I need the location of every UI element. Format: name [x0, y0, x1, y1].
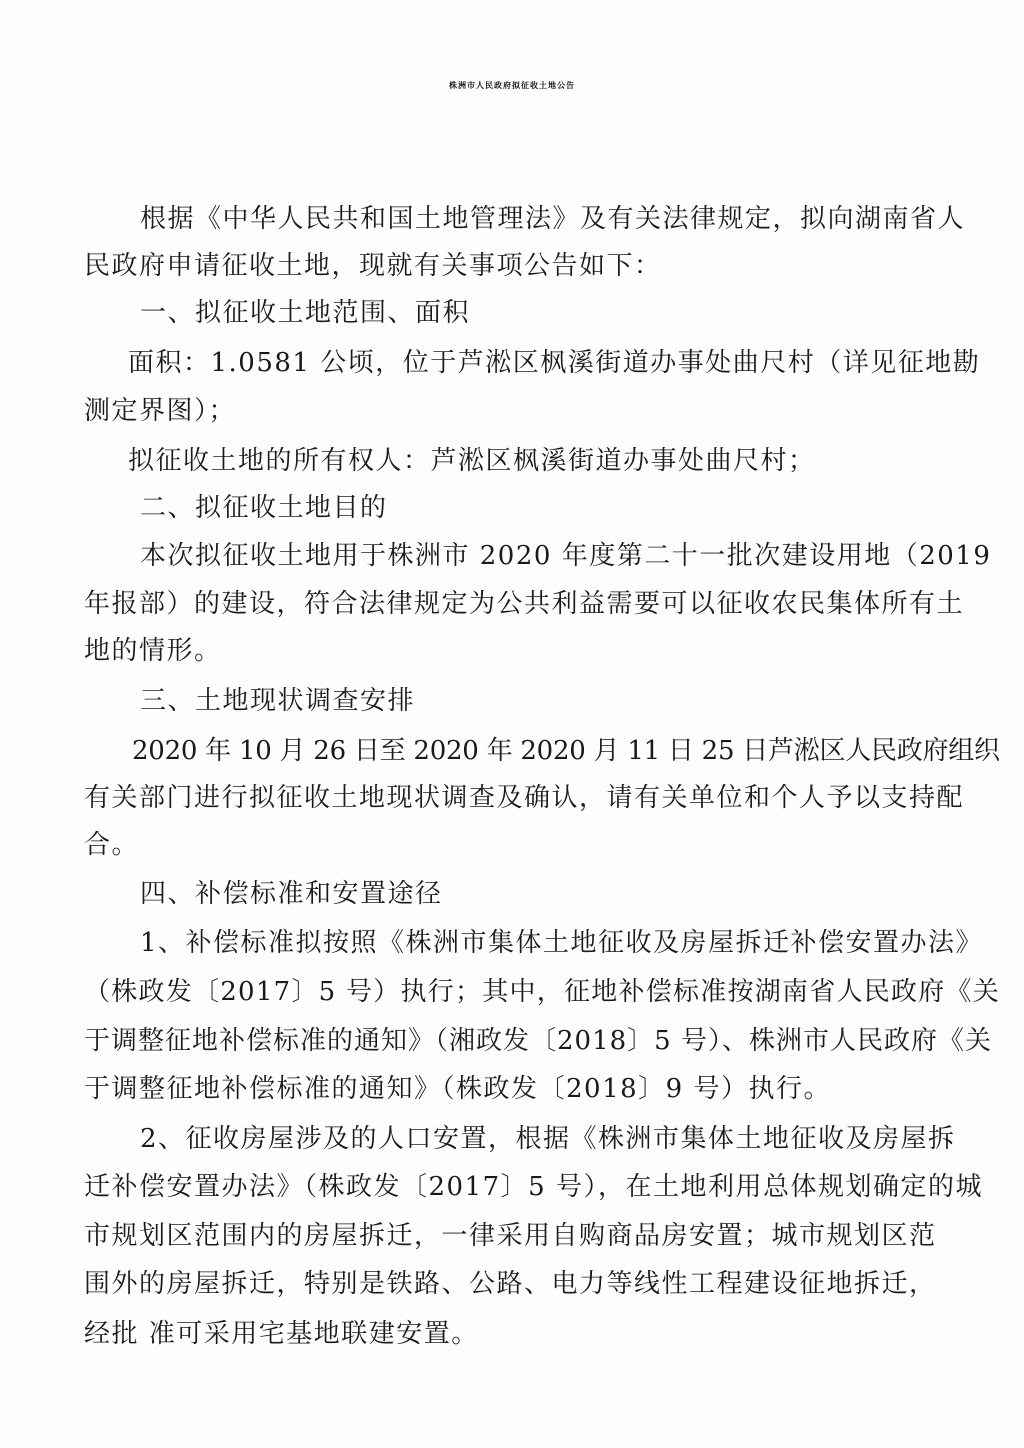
body-line: 地的情形。 — [84, 636, 222, 666]
section-heading: 三、土地现状调查安排 — [140, 686, 416, 716]
body-line: 民政府申请征收土地，现就有关事项公告如下： — [84, 251, 662, 281]
body-line: 合。 — [84, 830, 140, 860]
body-line: 经批 准可采用宅基地联建安置。 — [84, 1319, 479, 1349]
body-line: 根据《中华人民共和国土地管理法》及有关法律规定，拟向湖南省人 — [140, 204, 966, 234]
body-line: 测定界图）； — [84, 396, 237, 426]
body-line: 市规划区范围内的房屋拆迁，一律采用自购商品房安置；城市规划区范 — [84, 1221, 937, 1251]
section-heading: 四、补偿标准和安置途径 — [140, 879, 443, 909]
body-line: 围外的房屋拆迁，特别是铁路、公路、电力等线性工程建设征地拆迁， — [84, 1269, 937, 1299]
body-line: 2、征收房屋涉及的人口安置，根据《株洲市集体土地征收及房屋拆 — [140, 1124, 956, 1154]
body-line: 1、补偿标准拟按照《株洲市集体土地征收及房屋拆迁补偿安置办法》 — [140, 928, 984, 958]
body-line: （株政发〔2017〕5 号）执行；其中，征地补偿标准按湖南省人民政府《关 — [84, 977, 1000, 1007]
body-line: 于调整征地补偿标准的通知》（湘政发〔2018〕5 号）、株洲市人民政府《关 — [84, 1026, 992, 1056]
body-line: 于调整征地补偿标准的通知》（株政发〔2018〕9 号）执行。 — [84, 1074, 831, 1104]
body-line: 拟征收土地的所有权人：芦淞区枫溪街道办事处曲尺村； — [128, 446, 816, 476]
body-line: 有关部门进行拟征收土地现状调查及确认，请有关单位和个人予以支持配 — [84, 783, 965, 813]
body-line: 面积：1.0581 公顷，位于芦淞区枫溪街道办事处曲尺村（详见征地勘 — [128, 348, 981, 378]
document-title: 株洲市人民政府拟征收土地公告 — [449, 81, 575, 90]
body-line: 年报部）的建设，符合法律规定为公共利益需要可以征收农民集体所有土 — [84, 589, 965, 619]
section-heading: 二、拟征收土地目的 — [140, 493, 388, 523]
section-heading: 一、拟征收土地范围、面积 — [140, 298, 471, 328]
body-line: 本次拟征收土地用于株洲市 2020 年度第二十一批次建设用地（2019 — [140, 541, 992, 571]
body-line: 2020 年 10 月 26 日至 2020 年 2020 月 11 日 25 日芦淞区人民政府组织 — [132, 736, 1000, 766]
body-line: 迁补偿安置办法》（株政发〔2017〕5 号），在土地利用总体规划确定的城 — [84, 1172, 983, 1202]
